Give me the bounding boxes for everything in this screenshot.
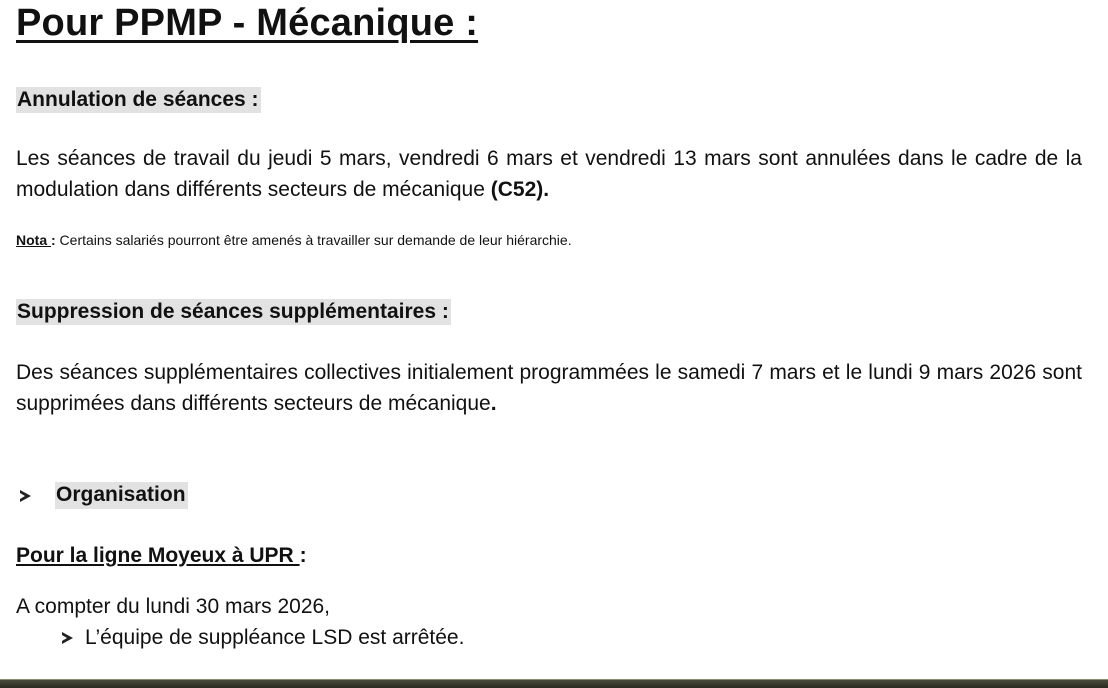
paragraph-bold-period: . <box>490 392 497 415</box>
paragraph-text: Des séances supplémentaires collectives initialement programmées le samedi 7 mars et le lundi 9 mars 2026 sont supprimées dans différents secteurs de mécanique <box>16 361 1082 415</box>
lsd-bullet <box>62 626 464 650</box>
paragraph-bold-code: (C52). <box>490 178 550 201</box>
organisation-bullet <box>20 482 188 509</box>
ligne-heading-colon: : <box>299 544 307 567</box>
arrow-bullet-icon <box>20 490 31 502</box>
ligne-heading-text: Pour la ligne Moyeux à UPR <box>16 544 300 567</box>
page-bottom-edge <box>0 680 1108 688</box>
organisation-label: Organisation <box>55 482 188 509</box>
heading-highlight: Annulation de séances : <box>17 88 259 111</box>
page-title: Pour PPMP - Mécanique : <box>16 2 479 44</box>
nota-colon: : <box>51 232 56 248</box>
paragraph-text: Les séances de travail du jeudi 5 mars, vendredi 6 mars et vendredi 13 mars sont annulées dans le cadre de la modulation dans différents secteurs de mécanique <box>16 147 1082 201</box>
nota-text: Certains salariés pourront être amenés à travailler sur demande de leur hiérarchie. <box>55 232 572 248</box>
nota-line <box>16 232 572 248</box>
paragraph-suppression <box>16 357 1082 419</box>
heading-highlight: Suppression de séances supplémentaires : <box>17 300 449 323</box>
ligne-heading <box>16 544 307 568</box>
section-heading-suppression <box>16 300 451 324</box>
nota-label: Nota <box>16 232 51 248</box>
paragraph-annulation <box>16 143 1082 205</box>
lsd-bullet-text: L’équipe de suppléance LSD est arrêtée. <box>85 626 465 649</box>
section-heading-annulation <box>16 88 261 112</box>
date-line: A compter du lundi 30 mars 2026, <box>16 595 331 618</box>
arrow-bullet-icon <box>62 632 73 644</box>
